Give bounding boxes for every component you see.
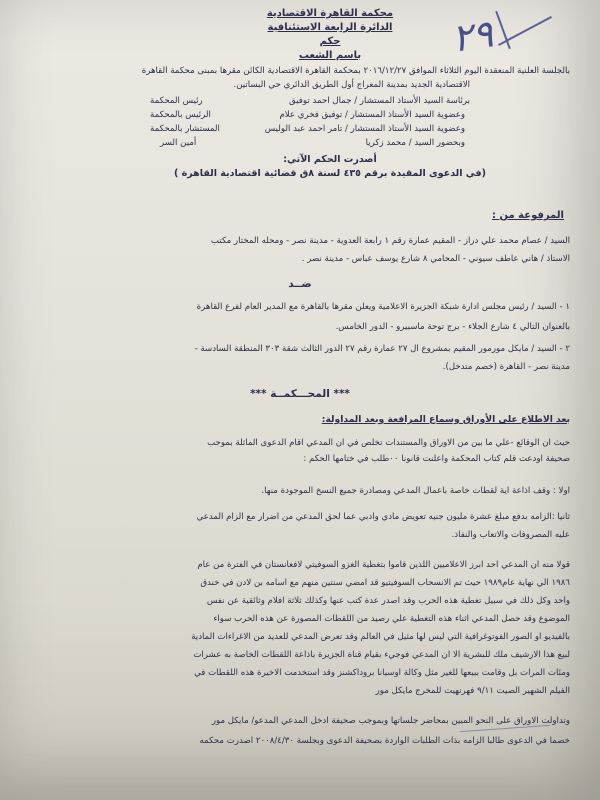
issued-heading: أصدرت الحكم الآتي: [283, 154, 377, 165]
body-line: عليه المصروفات والاتعاب والنفاذ. [451, 530, 570, 540]
judgment-heading: حكم [319, 36, 341, 47]
panel-member: وعضوية السيد الأستاذ المستشار / توفيق فخري علام [279, 110, 465, 120]
in-name-of-people: باسم الشعب [298, 50, 362, 61]
body-line: ومئات المرات بل وقامت ببيعها للغير مثل وكالة اوسيانا بروداكشنز وقد استخدمت الاخيرة هذه اللقطات في [194, 668, 570, 678]
body-line: ثانيا :الزامه بدفع مبلغ عشرة مليون جنيه تعويض مادي وادبي عما لحق المدعي من اضرار مع الزام المدعي [196, 512, 570, 522]
session-line: بالجلسة العلنية المنعقدة اليوم الثلاثاء الموافق ٢٠١٦/١٢/٢٧ بمحكمة القاهرة الاقتصادية الكائن مقرها بمبنى محكمة القاهرة [141, 66, 570, 76]
panel-role: رئيس المحكمة [150, 96, 203, 106]
plaintiffs-title: المرفوعة من : [492, 210, 564, 221]
body-line: ١٩٨٦ الي نهاية عام١٩٨٩ حيث تم الانسحاب السوفيتيو قد امضي سنتين منهم مع اسامه بن لادن في خندق [200, 578, 570, 588]
court-name: محكمة القاهرة الاقتصادية [266, 8, 394, 19]
defendant-line: مدينة نصر - القاهرة (خصم متدخل). [442, 362, 570, 372]
panel-member: وبحضور السيد / محمد زكريا [365, 138, 465, 148]
body-line: وتداولت الاوراق على النحو المبين بمحاضر جلساتها وبموجب صحيفة ادخل المدعي المدعو/ مايكل مور [211, 716, 570, 726]
panel-role: المستشار بالمحكمة [150, 124, 220, 134]
body-line: صحيفة اودعت قلم كتاب المحكمة واعلنت قانونا ٠٠طلب في ختامها الحكم : [303, 454, 570, 464]
body-line: الفيلم الشهير الصيت ٩/١١ فهرنهيت للمخرج مايكل مور [375, 686, 570, 696]
body-line: اولا : وقف اذاعة اية لقطات خاصة باعمال المدعي ومصادرة جميع النسخ الموجودة منها. [261, 486, 570, 496]
plaintiff-line: السيد / عصام محمد علي دراز - المقيم عمارة رقم ١ رابعة العدوية - مدينة نصر - ومحله المختار مكتب [210, 236, 570, 246]
case-reference: (في الدعوى المقيدة برقم ٤٣٥ لسنة ٨ق قضائية اقتصادية القاهرة ) [174, 168, 486, 179]
panel-role: الرئيس بالمحكمة [150, 110, 211, 120]
body-line: بالفيديو او الصور الفوتوغرافية التي ليس لها مثيل في العالم وقد تعرض المدعي للعديد من الاغراءات المادية [191, 632, 570, 642]
handwritten-note: ٢٩ [449, 11, 496, 61]
after-review-heading: بعد الاطلاع على الأوراق وسماع المرافعة وبعد المداولة: [321, 414, 570, 425]
court-section-title: *** المحـــكمــة *** [250, 388, 350, 400]
body-line: قولا منه ان المدعي احد ابرز الاعلاميين اللذين قاموا بتغطية الغزو السوفيتي لافغانستان في الفترة من عام [197, 560, 570, 570]
body-line: حيث ان الوقائع -علي ما بين من الاوراق والمستندات تخلص في ان المدعي اقام الدعوى الماثلة بموجب [207, 438, 570, 448]
body-line: الموضوع وقد حصل المدعي اثناء هذه التغطية علي رصيد من اللقطات المصورة عن هذه الحرب سواء [213, 614, 570, 624]
circuit-name: الدائرة الرابعة الاستئنافية [267, 22, 393, 33]
body-line: خصما في الدعوى طالبا الزامه بذات الطلبات الواردة بصحيفة الدعوى وبجلسة ٢٠٠٨/٤/٣٠ اصدرت محكمه [199, 736, 570, 746]
body-line: لبيع هذا الارشيف ملك للبشرية الا ان المدعي فوجيء بقيام قناة الجزيرة باذاعة اللقطات الخاصة به عشرات [193, 650, 570, 660]
plaintiff-line: الاستاذ / هاني عاطف سيوني - المحامي ٨ شارع يوسف عباس - مدينة نصر . [301, 254, 570, 264]
panel-member: برئاسة السيد الأستاذ المستشار / جمال احمد توفيق [289, 96, 470, 106]
defendant-line: ٢ - السيد / مايكل مورمور المقيم بمشروع ال ٢٧ عمارة رقم ٢٧ الدور الثالث شقة ٣٠٣ المنطقة السادسة - [194, 344, 570, 354]
defendant-line: بالعنوان التالي ٤ شارع الجلاء - برج توحة ماسبيرو - الدور الخامس. [335, 322, 570, 332]
panel-member: وعضوية السيد الأستاذ المستشار / تامر احمد عبد الوليس [264, 124, 465, 134]
session-line: الاقتصادية الجديد بمدينة المعراج أول الطريق الدائري حي البساتين. [233, 80, 470, 90]
defendant-line: ١ - السيد / رئيس مجلس ادارة شبكة الجزيرة الاعلامية ويعلن مقرها بالقاهرة مع المدير العام لفرع القاهرة [196, 302, 570, 312]
panel-role: أمين السر [160, 138, 197, 148]
against-heading: ضــد [288, 278, 312, 290]
body-line: واحد وكل ذلك في سبيل تغطية هذه الحرب وقد اصدر عدة كتب عنها وكذلك ثلاثة افلام وثائقية عن نفس [206, 596, 570, 606]
